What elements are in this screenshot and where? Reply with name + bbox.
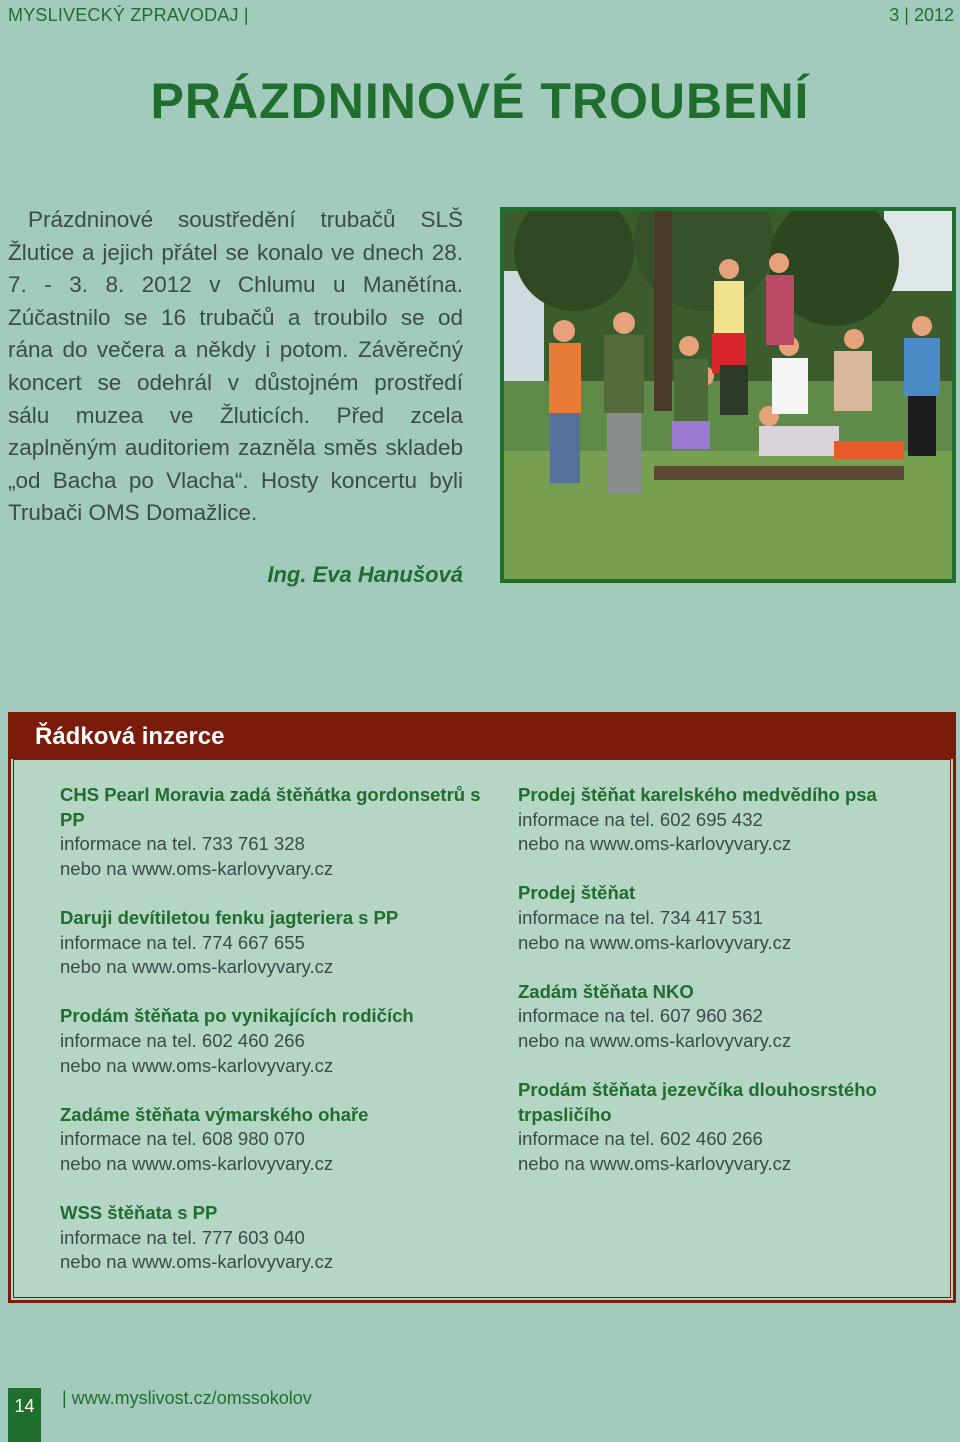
ad-item [518, 881, 948, 955]
ad-phone: informace na tel. 602 460 266 [60, 1029, 305, 1051]
ad-web: nebo na www.oms-karlovyvary.cz [518, 1029, 792, 1051]
ad-phone: informace na tel. 777 603 040 [60, 1226, 305, 1248]
issue-number: 3 | 2012 [889, 5, 954, 25]
ad-title: Zadáme štěňata výmarského ohaře [60, 1103, 369, 1125]
ad-phone: informace na tel. 774 667 655 [60, 931, 305, 953]
ad-title: Prodej štěňat [518, 882, 636, 904]
ad-item [60, 783, 490, 881]
ads-column-right [518, 783, 948, 1201]
ad-web: nebo na www.oms-karlovyvary.cz [60, 956, 334, 978]
ad-title: Prodám štěňata jezevčíka dlouhosrstého trpasličího [518, 1079, 877, 1125]
ad-item [60, 906, 490, 980]
footer-url[interactable]: | www.myslivost.cz/omssokolov [62, 1388, 312, 1408]
ads-column-left [60, 783, 490, 1299]
ad-web: nebo na www.oms-karlovyvary.cz [518, 1152, 792, 1174]
ad-web: nebo na www.oms-karlovyvary.cz [60, 857, 334, 879]
ad-title: Daruji devítiletou fenku jagteriera s PP [60, 906, 399, 928]
ad-item [518, 1078, 948, 1176]
classified-ads-title: Řádková inzerce [35, 723, 225, 750]
ad-item [60, 1103, 490, 1177]
article-author: Ing. Eva Hanušová [267, 562, 463, 587]
ad-phone: informace na tel. 602 695 432 [518, 808, 763, 830]
ad-web: nebo na www.oms-karlovyvary.cz [60, 1251, 334, 1273]
page-number: 14 [8, 1388, 41, 1442]
article-body: Prázdninové soustředění trubačů SLŠ Žlutice a jejich přátel se konalo ve dnech 28. 7. - 3. 8. 2012 v Chlumu u Manětína. Zúčastnilo se 16 trubačů a troubilo se od rána do večera a někdy i potom. Závěrečný koncert se odehrál v důstojném prostředí sálu muzea ve Žluticích. Před zcela zaplněným auditoriem zazněla směs skladeb „od Bacha po Vlacha“. Hosty koncertu byli Trubači OMS Domažlice. [8, 207, 463, 526]
ad-phone: informace na tel. 607 960 362 [518, 1005, 763, 1027]
ad-phone: informace na tel. 602 460 266 [518, 1128, 763, 1150]
ad-item [518, 783, 948, 857]
ad-web: nebo na www.oms-karlovyvary.cz [60, 1054, 334, 1076]
ad-web: nebo na www.oms-karlovyvary.cz [518, 833, 792, 855]
publication-name: MYSLIVECKÝ ZPRAVODAJ | [8, 5, 249, 25]
ad-phone: informace na tel. 733 761 328 [60, 833, 305, 855]
ad-title: Zadám štěňata NKO [518, 980, 694, 1002]
ad-title: Prodám štěňata po vynikajících rodičích [60, 1005, 414, 1027]
classified-ads-header [11, 715, 953, 759]
ad-phone: informace na tel. 608 980 070 [60, 1128, 305, 1150]
ad-phone: informace na tel. 734 417 531 [518, 906, 763, 928]
ad-item [518, 980, 948, 1054]
ad-title: CHS Pearl Moravia zadá štěňátka gordonsetrů s PP [60, 784, 481, 830]
ad-item [60, 1201, 490, 1275]
ad-title: Prodej štěňat karelského medvědího psa [518, 784, 877, 805]
ad-web: nebo na www.oms-karlovyvary.cz [60, 1152, 334, 1174]
ad-title: WSS štěňata s PP [60, 1202, 218, 1224]
group-photo-illustration [504, 211, 952, 579]
ad-item [60, 1004, 490, 1078]
article-title: PRÁZDNINOVÉ TROUBENÍ [150, 73, 810, 129]
group-photo [500, 207, 956, 583]
ad-web: nebo na www.oms-karlovyvary.cz [518, 931, 792, 953]
